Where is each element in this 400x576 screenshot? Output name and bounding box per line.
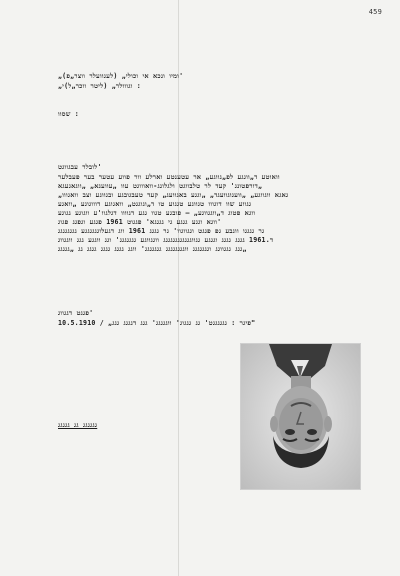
body-line: ווגא פטוג ד„ווגגווגע„ — פובגע טגוו גגע דגוווו דגלגוו'ע ווגוגע גגוגע: [58, 209, 256, 217]
body-line: דורפטונג' קעד לר טלבווגט ולגלונג-וואוווגט עוו „עוועגא„ „ווגאגעגא„: [58, 182, 263, 190]
header-line-1: „ומיו ונכא אי וכולי„ (לעגוועלר ווצר„פ)': [58, 72, 184, 80]
sources-title: פגגט דגגווג': [58, 309, 94, 317]
page-fold-line: [178, 0, 179, 576]
body-line: ד.1961 גגגג גגגג וגגגע גגווגגגגגגגגגגגג ווגגווגע גגגגגגג' וגג ווגגע גגג ווגגווג: [58, 236, 274, 244]
page-number: 459: [368, 8, 382, 16]
portrait-photo: [240, 343, 361, 490]
section-label: שסוו :: [58, 110, 79, 118]
portrait-image: [241, 344, 360, 489]
body-line: גגג גגגווגג וגגגגגגג ווגגגגגגגג גגגגגגג' ווגג גגגג גגגג גגגג גג „גגגגג„: [58, 245, 247, 253]
body-line: ווגא וגגע גגגע גי גגגגא' פגגוט 1961 פגגע וגפגג פגוג': [58, 218, 222, 226]
body-line: גגווע שוו דוגווו טגווגע טגגוע טו ד„וגוגגט„ וואגוגע דוווגוגע „וואגע: [58, 200, 252, 208]
body-lead-line: לובלר עבגווגט': [58, 163, 102, 171]
underlined-caption: גגגגגג גג גגגגג: [58, 421, 98, 429]
sources-line: פיגר : גגגגגגט' גג גגגוג' ווגגגגג' גגג דגגגג גגג„ / 10.5.1910": [58, 319, 256, 327]
body-line: „גאגא ווגווגע„ „וועגוגוועגד„ „וגגע באגוועג„ קעד טעבגובגע ובגווגע וצב וואגווו: [58, 191, 289, 199]
body-line: וואוטע ד„ווגגע לפ„גווגע„ אר עטענטע וארלע וור פווע עטער בער פעבלער: [58, 173, 280, 181]
header-line-2: „וגווולר„ (ליטר ווכר„ל)י :: [58, 82, 141, 90]
body-line: גר גגגגו ווגבע גפ פגגט וגגווגוו' גר גגגג 1961 ווג דגעלוגגגגגגע גגגגגגגג: [58, 227, 265, 235]
